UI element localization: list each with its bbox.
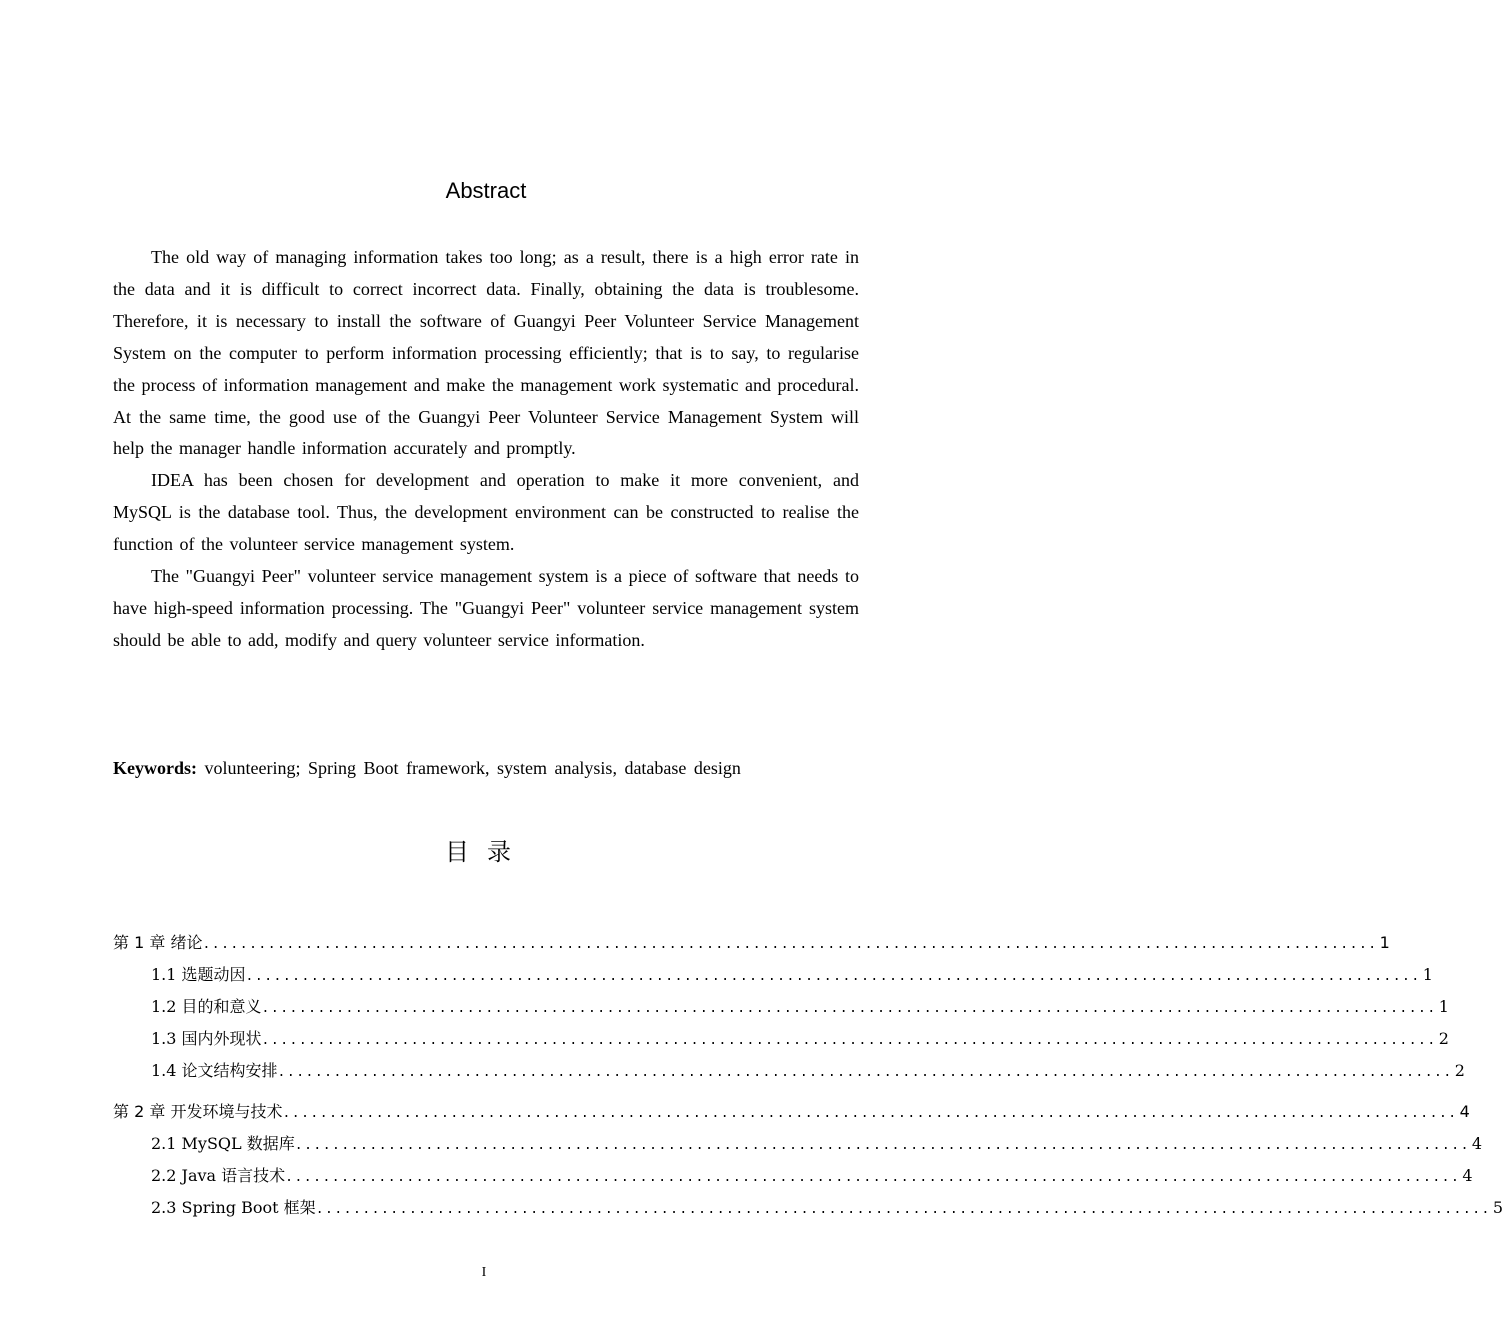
toc-entry[interactable]	[113, 962, 1433, 994]
toc-leader-dots: ..............................................................................................................................	[282, 1106, 1458, 1121]
toc-entry[interactable]	[113, 1195, 1503, 1227]
toc-entry[interactable]	[113, 1163, 1473, 1195]
abstract-body	[113, 242, 859, 657]
toc-entry-page: 1	[1379, 933, 1390, 952]
toc-entry-page: 4	[1459, 1102, 1470, 1121]
toc-leader-dots: ..............................................................................................................................	[261, 1001, 1437, 1016]
abstract-paragraph: IDEA has been chosen for development and operation to make it more convenient, and MySQL is the database tool. Thus, the development environment can be constructed to realise the function of the volunteer service management system.	[113, 470, 859, 555]
toc-entry[interactable]	[113, 1131, 1483, 1163]
toc-leader-dots: ..............................................................................................................................	[245, 969, 1421, 984]
toc-entry[interactable]	[113, 1099, 1470, 1131]
abstract-paragraph: The "Guangyi Peer" volunteer service management system is a piece of software that needs to have high-speed information processing. The "Guangyi Peer" volunteer service management system should be able to add, modify and query volunteer service information.	[113, 566, 859, 650]
toc-entry-label: 2.3 Spring Boot 框架	[151, 1198, 316, 1217]
toc-entry-page: 4	[1462, 1166, 1473, 1185]
keywords-line	[113, 752, 859, 784]
toc-entry[interactable]	[113, 930, 1390, 962]
toc-entry-page: 1	[1438, 997, 1449, 1016]
toc-entry-page: 2	[1454, 1061, 1465, 1080]
toc-leader-dots: ..............................................................................................................................	[294, 1138, 1470, 1153]
toc-entry[interactable]	[113, 1026, 1449, 1058]
toc-entry-label: 1.2 目的和意义	[151, 997, 262, 1016]
toc-leader-dots: ..............................................................................................................................	[285, 1170, 1461, 1185]
abstract-paragraph: The old way of managing information takes too long; as a result, there is a high error rate in the data and it is difficult to correct incorrect data. Finally, obtaining the data is troublesome. Therefore, it is necessary to install the software of Guangyi Peer Volunteer Service Management System on the computer to perform information processing efficiently; that is to say, to regularise the process of information management and make the management work systematic and procedural. At the same time, the good use of the Guangyi Peer Volunteer Service Management System will help the manager handle information accurately and promptly.	[113, 247, 859, 459]
toc-entry-label: 第 1 章 绪论	[113, 933, 203, 952]
table-of-contents	[113, 930, 1503, 1227]
toc-entry-page: 5	[1492, 1198, 1503, 1217]
toc-entry[interactable]	[113, 1058, 1465, 1090]
keywords-text: volunteering; Spring Boot framework, system analysis, database design	[204, 758, 741, 778]
toc-entry-page: 1	[1422, 965, 1433, 984]
toc-entry-page: 2	[1438, 1029, 1449, 1048]
toc-leader-dots: ..............................................................................................................................	[202, 937, 1378, 952]
toc-title: 目录	[445, 838, 529, 866]
toc-leader-dots: ..............................................................................................................................	[277, 1065, 1453, 1080]
toc-entry[interactable]	[113, 994, 1449, 1026]
toc-entry-page: 4	[1471, 1134, 1483, 1153]
abstract-title: Abstract	[445, 178, 527, 203]
page-number: I	[481, 1265, 487, 1280]
keywords-label: Keywords:	[113, 758, 197, 778]
toc-entry-label: 1.3 国内外现状	[151, 1029, 262, 1048]
toc-entry-label: 1.4 论文结构安排	[151, 1061, 278, 1080]
toc-leader-dots: ..............................................................................................................................	[261, 1033, 1437, 1048]
toc-entry-label: 2.2 Java 语言技术	[151, 1166, 286, 1185]
toc-entry-label: 第 2 章 开发环境与技术	[113, 1102, 283, 1121]
toc-entry-label: 2.1 MySQL 数据库	[151, 1134, 295, 1153]
toc-leader-dots: ..............................................................................................................................	[315, 1202, 1491, 1217]
toc-entry-label: 1.1 选题动因	[151, 965, 246, 984]
